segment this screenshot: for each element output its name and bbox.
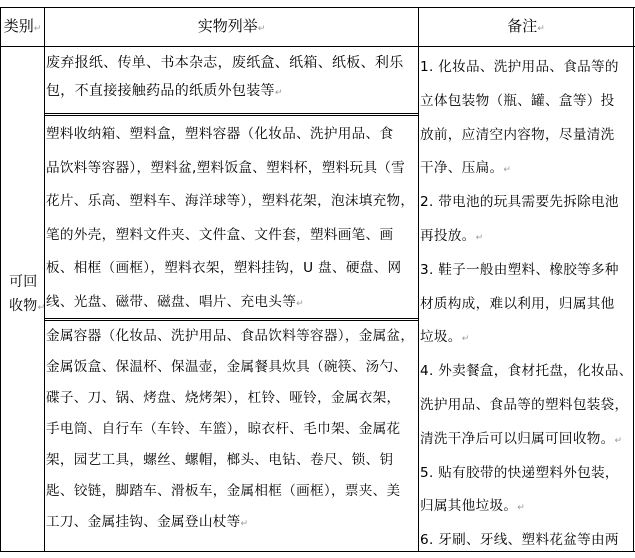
- notes-line: 材质构成，难以利用，归属其他: [420, 295, 615, 312]
- table-border-right: [633, 7, 634, 552]
- notes-line: 洗护用品、食品等的塑料包装袋，: [420, 396, 629, 413]
- table-border-left: [0, 7, 1, 552]
- examples-line: 架，园艺工具，螺丝、螺帽，榔头、电钻、卷尺、锁、钥: [46, 452, 394, 468]
- notes-line: 2. 带电池的玩具需要先拆除电池: [420, 194, 619, 211]
- examples-line: 匙、铰链，脚踏车、滑板车，金属相框（画框），票夹、美: [46, 483, 401, 499]
- paragraph-mark: [275, 88, 283, 98]
- paragraph-mark: [296, 299, 304, 309]
- examples-line: 板、相框（画框），塑料衣架，塑料挂钩，U 盘、硬盘、网: [46, 260, 402, 276]
- category-cell: [9, 270, 45, 318]
- paragraph-mark: [258, 24, 266, 34]
- paragraph-mark: [503, 165, 511, 175]
- plastic-examples: [46, 118, 414, 319]
- notes-cell: [420, 51, 633, 558]
- paragraph-mark: [537, 24, 545, 34]
- header-examples-label: 实物列举: [197, 17, 258, 35]
- header-examples: [45, 15, 418, 36]
- paper-examples: [46, 50, 404, 105]
- notes-line: 归属其他垃圾。 ↵: [420, 490, 633, 524]
- notes-line: 放前，应清空内容物，尽量清洗: [420, 126, 615, 143]
- notes-line: 立体包装物（瓶、罐、盒等）投: [420, 92, 615, 109]
- paragraph-mark: [34, 24, 42, 34]
- examples-line: 手电筒、自行车（车铃、车篮），晾衣杆、毛巾架、金属花: [46, 421, 401, 437]
- examples-line: 废弃报纸、传单、书本杂志，废纸盒、纸箱、纸板、利乐: [46, 55, 404, 71]
- column-divider-2: [418, 7, 419, 552]
- paragraph-mark: [476, 233, 484, 243]
- group-divider-1: [44, 113, 418, 114]
- paragraph-mark: [517, 503, 525, 513]
- paragraph-mark: [462, 334, 470, 344]
- metal-examples: [46, 321, 414, 538]
- examples-line: 金属容器（化妆品、洗护用品、食品饮料等容器），金属盆，: [46, 328, 415, 344]
- header-category: [1, 15, 44, 36]
- examples-line: 金属饭盒、保温杯、保温壶，金属餐具炊具（碗筷、汤勺、: [46, 359, 408, 375]
- category-line: 收物 ↵: [9, 294, 45, 318]
- header-notes: [419, 15, 633, 36]
- examples-line: 工刀、金属挂钩、金属登山杖等 ↵: [46, 507, 414, 538]
- header-notes-label: 备注: [507, 17, 538, 35]
- notes-line: 干净、压扁。 ↵: [420, 152, 633, 186]
- header-divider: [0, 46, 635, 47]
- examples-line: 笔的外壳，塑料文件夹、文件盒、文件套，塑料画笔、画: [46, 226, 394, 243]
- notes-line: 5. 贴有胶带的快递塑料外包装，: [420, 464, 619, 481]
- examples-line: 品饮料等容器），塑料盆,塑料饭盒、塑料杯，塑料玩具（雪: [46, 159, 406, 176]
- notes-line: 清洗干净后可以归属可回收物。 ↵: [420, 423, 633, 457]
- notes-line: 3. 鞋子一般由塑料、橡胶等多种: [420, 261, 619, 278]
- examples-line: 碟子、刀、锅、烤盘、烧烤架），杠铃、哑铃，金属衣架，: [46, 390, 401, 406]
- group-divider-2: [44, 115, 418, 116]
- notes-line: 6. 牙刷、牙线、塑料花盆等由两: [420, 532, 619, 549]
- paragraph-mark: [241, 519, 249, 529]
- notes-line: 4. 外卖餐盒，食材托盘，化妆品、: [420, 363, 633, 380]
- header-category-label: 类别: [3, 17, 34, 35]
- examples-line: 包，不直接接触药品的纸质外包装等 ↵: [46, 78, 404, 106]
- paragraph-mark: [38, 303, 46, 313]
- notes-line: 1. 化妆品、洗护用品、食品等的: [420, 59, 619, 75]
- notes-line: 再投放。 ↵: [420, 220, 633, 254]
- examples-line: 线、光盘、磁带、磁盘、唱片、充电头等 ↵: [46, 286, 414, 320]
- category-line: 可回: [9, 274, 38, 290]
- notes-line: 垃圾。 ↵: [420, 321, 633, 355]
- examples-line: 花片、乐高、塑料车、海洋球等），塑料花架，泡沫填充物，: [46, 193, 415, 209]
- examples-line: 塑料收纳箱、塑料盒，塑料容器（化妆品、洗护用品、食: [46, 126, 394, 142]
- table-border-top: [0, 7, 635, 8]
- paragraph-mark: [615, 436, 623, 446]
